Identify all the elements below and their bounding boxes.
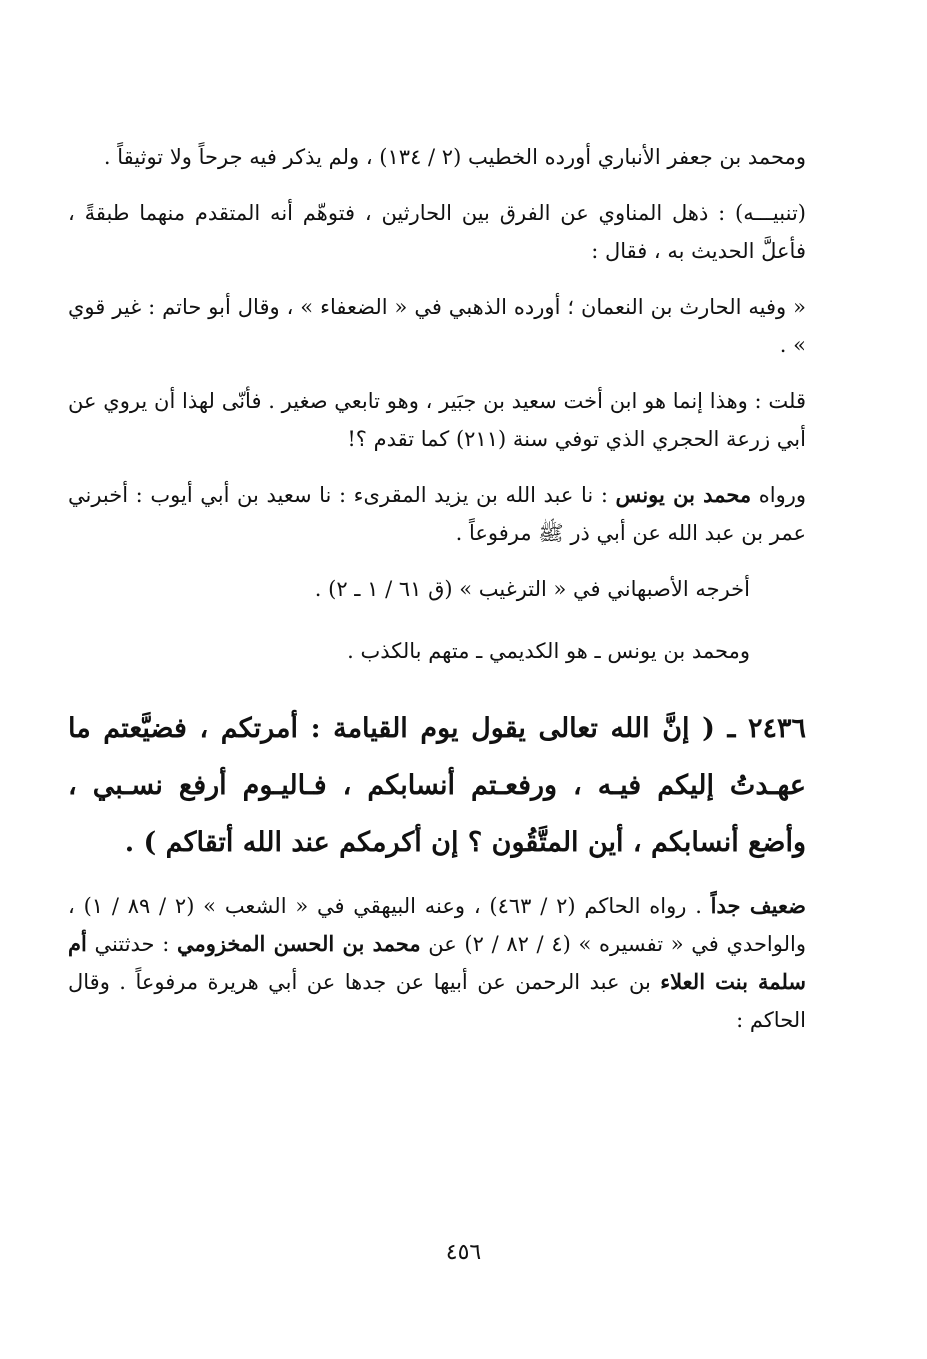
grading-label: ضعيف جداً — [710, 893, 806, 918]
paragraph-note: (تنبيـــه) : ذهل المناوي عن الفرق بين الحارثين ، فتوهّم أنه المتقدم منهما طبقةً ، فأعلَّ الحديث به ، فقال : — [68, 201, 806, 263]
paragraph-comment: قلت : وهذا إنما هو ابن أخت سعيد بن جبَير ، وهو تابعي صغير . فأنّى لهذا أن يروي عن أبي زرعة الحجري الذي توفي سنة (٢١١) كما تقدم ؟! — [68, 389, 806, 451]
narrator-name: محمد بن يونس — [615, 482, 752, 507]
paragraph-quote: « وفيه الحارث بن النعمان ؛ أورده الذهبي في « الضعفاء » ، وقال أبو حاتم : غير قوي » . — [68, 295, 806, 357]
paragraph-source: أخرجه الأصبهاني في « الترغيب » (ق ٦١ / ١ ـ ٢) . — [314, 577, 750, 601]
grading-part-3: بن عبد الرحمن عن أبيها عن جدها عن أبي هريرة مرفوعاً . وقال الحاكم : — [68, 970, 806, 1032]
page-body — [68, 138, 806, 1057]
narration-lead: ورواه — [758, 483, 807, 507]
paragraph-grading — [68, 887, 806, 1039]
paragraph-narrator-note: ومحمد بن يونس ـ هو الكديمي ـ متهم بالكذب . — [347, 639, 750, 663]
page-number: ٤٥٦ — [445, 1240, 482, 1265]
grading-part-2: : حدثتني — [86, 932, 177, 956]
hadith-text: ٢٤٣٦ ـ ( إنَّ الله تعالى يقول يوم القيامة : أمرتكم ، فضيَّعتم ما عهـدتُ إليكم فيـه ، ورفعـتم أنسابكم ، فـاليـوم أرفع نسـبي ، وأضع أنسابكم ، أين المتَّقُون ؟ إن أكرمكم عند الله أتقاكم ) . — [68, 713, 806, 858]
paragraph-narration — [68, 476, 806, 552]
grading-narrator-2: أم سلمة بنت العلاء — [68, 931, 806, 994]
paragraph-1: ومحمد بن جعفر الأنباري أورده الخطيب (٢ / ١٣٤) ، ولم يذكر فيه جرحاً ولا توثيقاً . — [103, 145, 806, 169]
grading-part-1: . رواه الحاكم (٢ / ٤٦٣) ، وعنه البيهقي في « الشعب » (٢ / ٨٩ / ١) ، والواحدي في « تفسيره » (٤ / ٨٢ / ٢) عن — [68, 894, 806, 956]
grading-narrator-1: محمد بن الحسن المخزومي — [176, 931, 421, 956]
narration-rest: : نا عبد الله بن يزيد المقرىء : نا سعيد بن أبي أيوب : أخبرني عمر بن عبد الله عن أبي ذر ﷺ مرفوعاً . — [68, 483, 806, 545]
